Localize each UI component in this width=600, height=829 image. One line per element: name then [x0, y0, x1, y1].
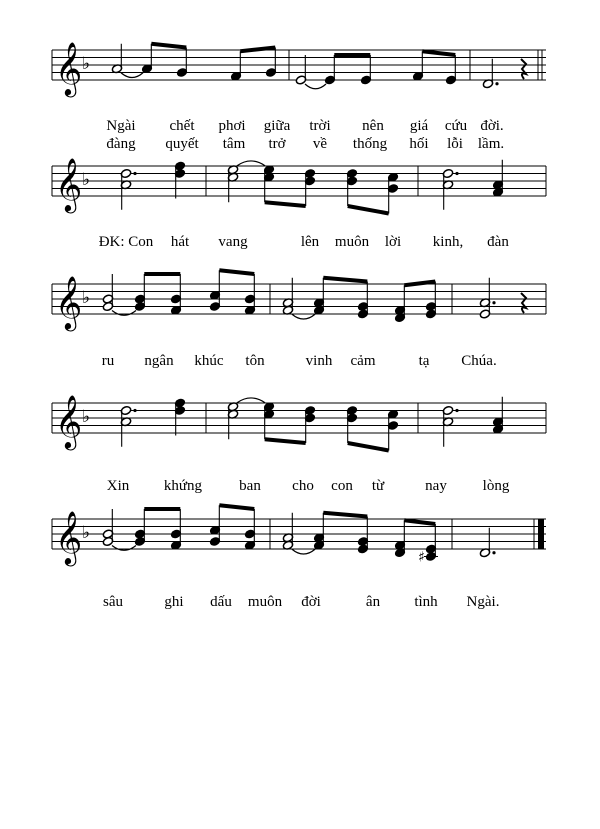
chord	[394, 520, 406, 558]
lyric-syllable: dấu	[210, 594, 232, 610]
augmentation-dot	[133, 172, 136, 175]
lyric-syllable: vinh	[305, 353, 333, 369]
lyric-syllable: trở	[268, 136, 286, 152]
chord	[174, 161, 186, 199]
chord	[387, 409, 399, 450]
chord	[394, 285, 406, 323]
lyric-syllable: nay	[425, 478, 447, 494]
lyric-syllable: con	[331, 478, 353, 494]
tie	[112, 546, 136, 551]
chord	[482, 59, 498, 89]
lyric-syllable: cảm	[350, 353, 376, 369]
augmentation-dot	[455, 409, 458, 412]
beam	[219, 505, 254, 509]
tie	[305, 84, 326, 89]
lyric-syllable: về	[312, 136, 328, 152]
chord	[282, 278, 294, 316]
staff-system	[52, 41, 546, 97]
lyric-syllable: Chúa.	[461, 353, 497, 369]
chord	[492, 397, 504, 435]
chord	[313, 513, 325, 551]
chord	[492, 160, 504, 198]
chord	[387, 172, 399, 213]
lyric-syllable: tạ	[418, 353, 430, 369]
beam	[323, 278, 367, 282]
lyric-syllable: lên	[300, 234, 320, 250]
chord	[295, 55, 307, 85]
treble-clef-icon: 𝄞	[55, 510, 83, 564]
flat-key-signature-icon: ♭	[82, 170, 91, 190]
chord	[102, 274, 114, 312]
chord	[346, 405, 358, 443]
staff-system	[52, 510, 546, 566]
treble-clef-icon: 𝄞	[55, 41, 83, 95]
beam	[404, 520, 435, 524]
lyric-syllable: khứng	[163, 478, 203, 494]
chord	[265, 48, 277, 78]
lyric-syllable: ghi	[164, 594, 184, 610]
lyric-syllable: thống	[352, 136, 388, 152]
chord	[120, 405, 136, 446]
chord	[304, 168, 316, 206]
lyric-syllable: ban	[239, 478, 261, 494]
lyric-syllable: ngân	[144, 353, 174, 369]
chord	[170, 509, 182, 550]
lyric-syllable: Xin	[106, 478, 130, 494]
lyric-syllable: giữa	[263, 118, 291, 134]
chord	[360, 55, 372, 85]
beam	[265, 439, 306, 443]
augmentation-dot	[455, 172, 458, 175]
beam	[348, 443, 389, 451]
beam	[348, 206, 389, 214]
lyric-syllable: lỗi	[447, 136, 463, 152]
chord	[209, 270, 221, 311]
chord	[170, 274, 182, 315]
lyric-syllable: kinh,	[432, 234, 464, 250]
tie	[121, 73, 143, 78]
chord	[227, 165, 239, 203]
chord	[412, 51, 424, 81]
lyric-syllable: đàn	[487, 234, 509, 250]
chord	[425, 282, 437, 320]
treble-clef-icon: 𝄞	[55, 394, 83, 448]
beam	[151, 44, 186, 48]
lyric-syllable: sâu	[103, 594, 123, 610]
lyric-syllable: nên	[362, 118, 384, 134]
lyric-syllable: giá	[409, 118, 429, 134]
lyric-syllable: đàng	[106, 136, 136, 152]
chord	[227, 402, 239, 440]
treble-clef-icon: 𝄞	[55, 275, 83, 329]
augmentation-dot	[492, 301, 495, 304]
staff-system	[52, 275, 546, 331]
final-barline-thick	[538, 519, 544, 549]
chord	[174, 398, 186, 436]
augmentation-dot	[492, 551, 495, 554]
augmentation-dot	[495, 82, 498, 85]
chord	[445, 55, 457, 85]
chord	[346, 168, 358, 206]
chord	[442, 405, 458, 446]
lyric-syllable: lòng	[482, 478, 510, 494]
flat-key-signature-icon: ♭	[82, 407, 91, 427]
lyric-syllable: ĐK: Con	[98, 234, 154, 250]
chord	[304, 405, 316, 443]
lyric-syllable: cho	[292, 478, 314, 494]
lyric-syllable: tôn	[245, 353, 265, 369]
chord	[357, 517, 369, 555]
chord	[244, 274, 256, 315]
chord	[111, 44, 123, 74]
lyric-syllable: khúc	[194, 353, 224, 369]
chord	[141, 44, 153, 74]
chord	[176, 48, 188, 78]
lyric-syllable: lời	[384, 234, 402, 250]
chord	[209, 505, 221, 546]
chord	[479, 528, 495, 558]
tie	[237, 161, 265, 166]
lyric-syllable: từ	[371, 478, 385, 494]
lyric-syllable: ru	[101, 353, 115, 369]
beam	[219, 270, 254, 274]
tie	[292, 314, 315, 319]
chord	[313, 278, 325, 316]
chord	[424, 524, 438, 562]
tie	[292, 549, 315, 554]
lyric-syllable: tâm	[222, 136, 246, 152]
chord	[282, 513, 294, 551]
lyric-syllable: chết	[169, 118, 195, 134]
chord	[102, 509, 114, 547]
beam	[265, 202, 306, 206]
lyric-syllable: phơi	[218, 118, 246, 134]
tie	[112, 311, 136, 316]
chord	[134, 274, 146, 312]
chord	[263, 402, 275, 440]
lyric-syllable: tình	[414, 594, 438, 610]
lyric-syllable: lầm.	[477, 136, 505, 152]
lyric-syllable: hát	[170, 234, 190, 250]
chord	[442, 168, 458, 209]
beam	[404, 282, 435, 286]
chord	[244, 509, 256, 550]
flat-key-signature-icon: ♭	[82, 288, 91, 308]
chord	[134, 509, 146, 547]
beam	[240, 48, 275, 52]
lyric-syllable: muôn	[247, 594, 283, 610]
quarter-rest	[521, 59, 526, 79]
lyric-syllable: đời	[301, 594, 321, 610]
lyric-syllable: vang	[218, 234, 248, 250]
flat-key-signature-icon: ♭	[82, 523, 91, 543]
lyric-syllable: trời	[309, 118, 331, 134]
lyric-syllable: ân	[365, 594, 381, 610]
quarter-rest	[521, 293, 526, 313]
sharp-accidental-icon: ♯	[418, 549, 425, 566]
lyric-syllable: muôn	[334, 234, 370, 250]
tie	[237, 398, 265, 403]
lyric-syllable: Ngài.	[466, 594, 500, 610]
flat-key-signature-icon: ♭	[82, 54, 91, 74]
lyric-syllable: hối	[409, 136, 429, 152]
chord	[324, 55, 336, 85]
beam	[323, 513, 367, 517]
lyric-syllable: quyết	[165, 136, 199, 152]
chord	[263, 165, 275, 203]
chord	[230, 51, 242, 81]
beam	[422, 51, 455, 55]
chord	[357, 282, 369, 320]
lyric-syllable: Ngài	[106, 118, 136, 134]
chord	[120, 168, 136, 209]
lyric-syllable: đời.	[480, 118, 504, 134]
treble-clef-icon: 𝄞	[55, 157, 83, 211]
lyric-syllable: cứu	[444, 118, 468, 134]
augmentation-dot	[133, 409, 136, 412]
